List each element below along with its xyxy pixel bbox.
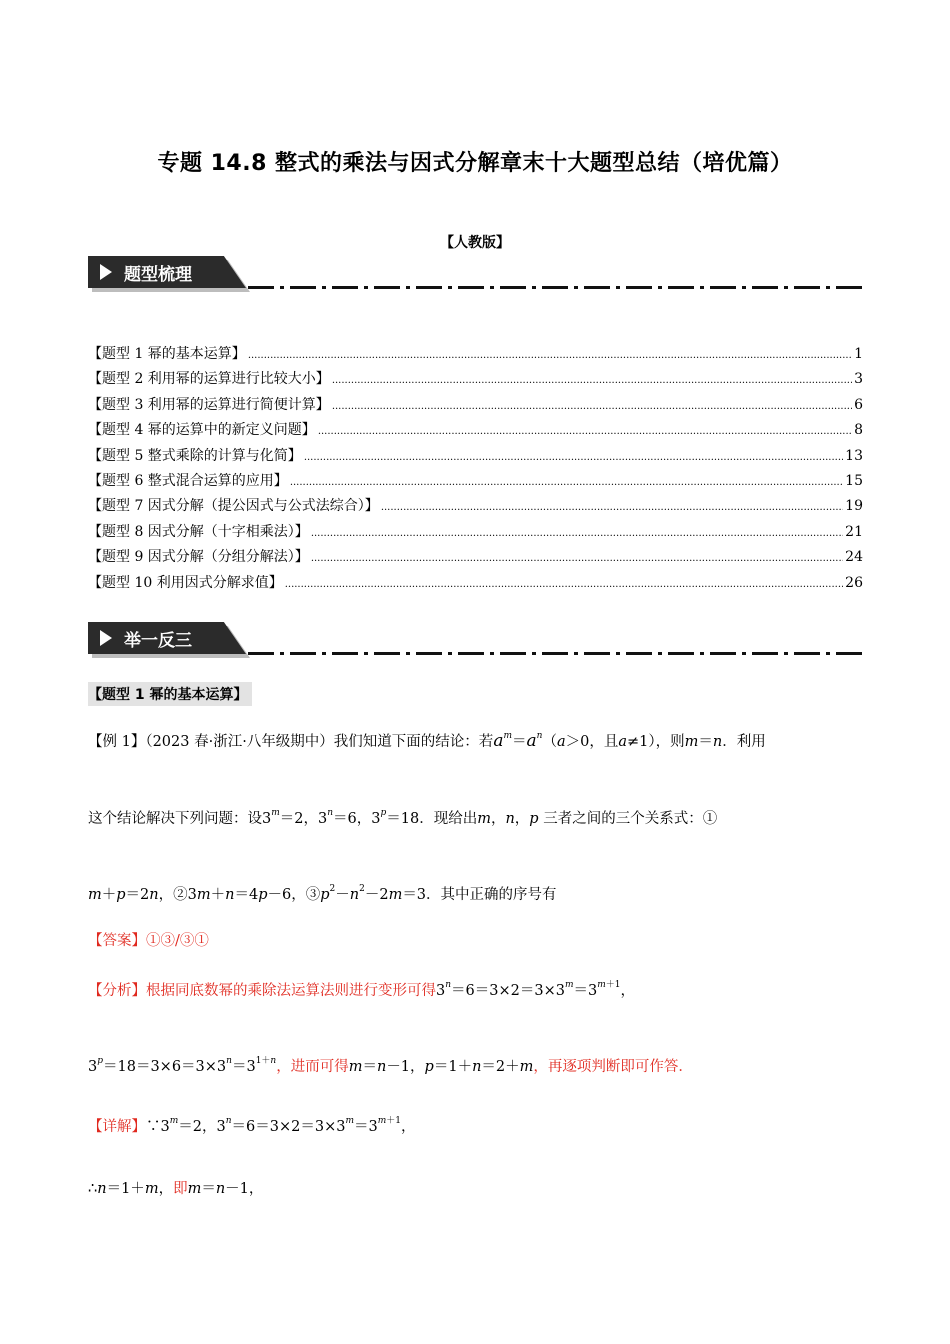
example-line-2: 这个结论解决下列问题：设$3^m=2$，$3^n=6$，$3^p=18$．现给出m，n，p 三者之间的三个关系式：① <box>88 808 718 827</box>
toc-item[interactable]: 【题型 6 整式混合运算的应用】 ..... 15 <box>88 469 863 494</box>
toc-banner-label: 题型梳理 <box>124 265 192 285</box>
section-heading: 【题型 1 幂的基本运算】 <box>88 682 252 706</box>
analysis-line-2: $3^p=18=3\times 6=3\times 3^n=3^{1+n}$，进而可得m＝n－1，p＝1＋n＝2＋m，再逐项判断即可作答． <box>88 1056 693 1075</box>
toc-banner <box>88 256 863 290</box>
dash-divider <box>248 286 863 289</box>
toc-item[interactable]: 【题型 1 幂的基本运算】 ..... 1 <box>88 342 863 367</box>
detail-line-1: 【详解】$\because 3^m=2$，$3^n=6=3\times 2=3\times 3^m=3^{m+1}$， <box>88 1116 416 1135</box>
table-of-contents <box>88 342 863 596</box>
detail-line-2: ∴n＝1＋m，即m＝n－1， <box>88 1181 264 1197</box>
edition-label: 【人教版】 <box>440 235 510 251</box>
toc-item[interactable]: 【题型 5 整式乘除的计算与化简】 ..... 13 <box>88 444 863 469</box>
answer-line <box>88 930 209 952</box>
toc-item[interactable]: 【题型 3 利用幂的运算进行简便计算】 ..... 6 <box>88 393 863 418</box>
dash-divider <box>248 652 863 655</box>
toc-item[interactable]: 【题型 2 利用幂的运算进行比较大小】 ..... 3 <box>88 367 863 392</box>
analysis-line-1: 【分析】根据同底数幂的乘除法运算法则进行变形可得$3^n=6=3\times 2=3\times 3^m=3^{m+1}$， <box>88 980 636 999</box>
play-icon <box>100 264 112 280</box>
practice-banner-label: 举一反三 <box>124 631 192 651</box>
toc-item[interactable]: 【题型 9 因式分解（分组分解法）】 ..... 24 <box>88 545 863 570</box>
example-line-1: 【例 1】（2023 春·浙江·八年级期中）我们知道下面的结论：若$a^m=a^n(a>0$，且a≠1），则m＝n．利用 <box>88 731 766 751</box>
toc-item[interactable]: 【题型 4 幂的运算中的新定义问题】 ..... 8 <box>88 418 863 443</box>
answer-text: ①③/③① <box>146 933 209 949</box>
example-line-3: m＋p＝2n，②3m＋n＝4p－6，$③p^2-n^2-2m=3$．其中正确的序号有 <box>88 884 557 903</box>
toc-item[interactable]: 【题型 7 因式分解（提公因式与公式法综合）】 ..... 19 <box>88 494 863 519</box>
play-icon <box>100 630 112 646</box>
toc-item[interactable]: 【题型 8 因式分解（十字相乘法）】 ..... 21 <box>88 520 863 545</box>
practice-banner <box>88 622 863 656</box>
toc-item[interactable]: 【题型 10 利用因式分解求值】 ..... 26 <box>88 571 863 596</box>
answer-tag: 【答案】 <box>88 933 146 949</box>
page-title: 专题 14.8 整式的乘法与因式分解章末十大题型总结（培优篇） <box>157 151 793 176</box>
